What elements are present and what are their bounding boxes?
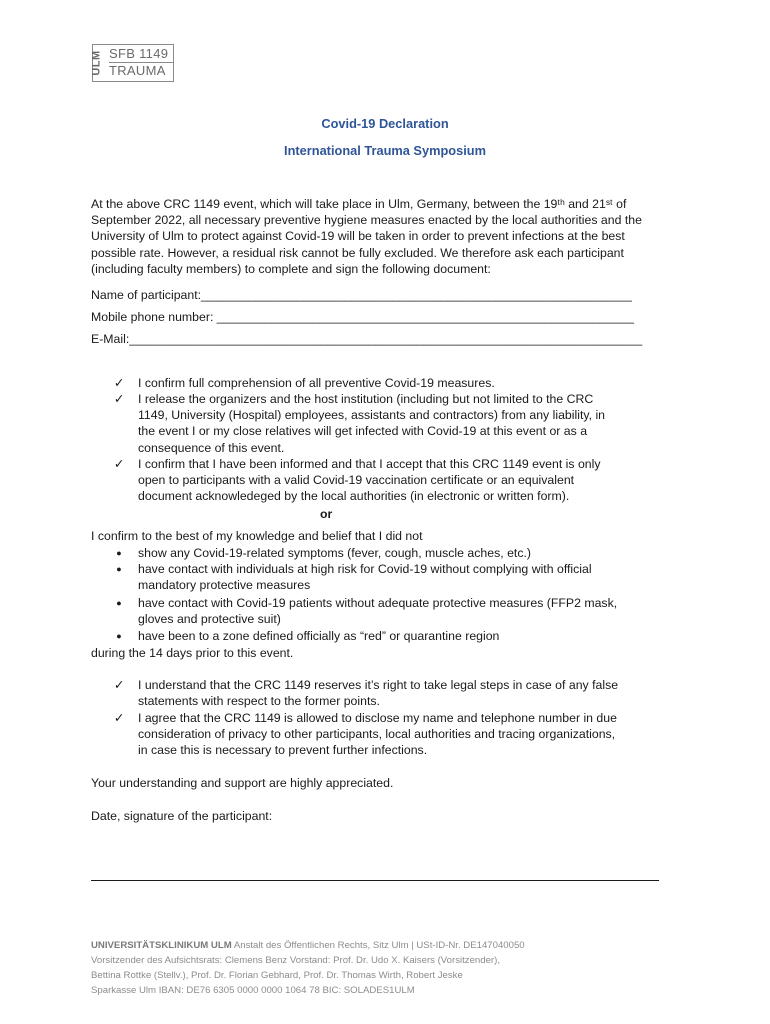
bullet-item: ● have contact with Covid-19 patients without adequate protective measures (FFP2 mask, gloves and protective suit): [138, 595, 658, 627]
check-item: ✓ I confirm full comprehension of all preventive Covid-19 measures.: [113, 376, 495, 390]
logo-line-sfb: SFB 1149: [109, 46, 169, 61]
document-title: Covid-19 Declaration: [321, 116, 449, 131]
footer-line-4: Sparkasse Ulm IBAN: DE76 6305 0000 0000 1064 78 BIC: SOLADES1ULM: [91, 985, 415, 996]
email-field[interactable]: E-Mail:___________________________________________________________________________: [91, 332, 643, 346]
checkmark-icon: ✓: [113, 678, 125, 692]
bullet-icon: ●: [116, 548, 122, 558]
bullet-icon: ●: [116, 631, 122, 641]
checkmark-icon: ✓: [113, 457, 125, 471]
bullet-item: ● have been to a zone defined officially as “red” or quarantine region: [138, 628, 658, 644]
footer-line-1: UNIVERSITÄTSKLINIKUM ULM Anstalt des Öffentlichen Rechts, Sitz Ulm | USt-ID-Nr. DE147040050: [91, 940, 525, 951]
intro-line: possible rate. However, a residual risk cannot be fully excluded. We therefore ask each participant: [91, 245, 624, 260]
check-item: ✓ I confirm that I have been informed and that I accept that this CRC 1149 event is only open to participants with a valid Covid-19 vaccination certificate or an equivalent document acknowledeged by the local authorities (in electronic or written form).: [113, 457, 601, 504]
bullet-item: ● have contact with individuals at high risk for Covid-19 without complying with official mandatory protective measures: [138, 561, 658, 593]
footer-line-3: Bettina Rottke (Stellv.), Prof. Dr. Florian Gebhard, Prof. Dr. Thomas Wirth, Robert Jeske: [91, 970, 463, 981]
logo-ulm-vertical: ULM: [90, 50, 103, 76]
participant-name-field[interactable]: Name of participant:_______________________________________________________________: [91, 288, 632, 302]
sfb-trauma-logo: [92, 44, 174, 82]
checkmark-icon: ✓: [113, 711, 125, 725]
confirm-intro: I confirm to the best of my knowledge and belief that I did not: [91, 529, 423, 543]
during-statement: during the 14 days prior to this event.: [91, 646, 294, 660]
appreciation-text: Your understanding and support are highly appreciated.: [91, 776, 394, 790]
intro-line: At the above CRC 1149 event, which will take place in Ulm, Germany, between the 19ᵗʰ and 21ˢᵗ of: [91, 197, 627, 211]
bullet-item: ● show any Covid-19-related symptoms (fever, cough, muscle aches, etc.): [138, 545, 658, 561]
bullet-icon: ●: [116, 564, 122, 574]
or-separator: or: [320, 507, 333, 521]
check-item: ✓ I release the organizers and the host institution (including but not limited to the CRC 1149, University (Hospital) employees, assistants and contractors) from any liability, in the event I or my close relatives will get infected with Covid-19 at this event or as a consequence of this event.: [113, 392, 606, 455]
intro-line: University of Ulm to protect against Covid-19 will be taken in order to prevent infections at the best: [91, 229, 625, 244]
mobile-phone-field[interactable]: Mobile phone number: _____________________________________________________________: [91, 310, 634, 324]
document-subtitle: International Trauma Symposium: [284, 143, 486, 158]
check-item: ✓ I agree that the CRC 1149 is allowed to disclose my name and telephone number in due consideration of privacy to other participants, local authorities and tracing organizations, in case this is necessary to prevent further infections.: [113, 711, 617, 758]
checkmark-icon: ✓: [113, 392, 125, 406]
signature-line[interactable]: [91, 880, 659, 881]
signature-label: Date, signature of the participant:: [91, 809, 273, 823]
intro-paragraph: [91, 196, 681, 277]
footer-line-2: Vorsitzender des Aufsichtsrats: Clemens Benz Vorstand: Prof. Dr. Udo X. Kaisers (Vorsitzender),: [91, 955, 500, 966]
logo-line-trauma: TRAUMA: [109, 63, 166, 78]
intro-line: (including faculty members) to complete and sign the following document:: [91, 261, 491, 276]
checkmark-icon: ✓: [113, 376, 125, 390]
bullet-icon: ●: [116, 598, 122, 608]
check-item: ✓ I understand that the CRC 1149 reserves it’s right to take legal steps in case of any false statements with respect to the former points.: [113, 678, 619, 709]
intro-line: September 2022, all necessary preventive hygiene measures enacted by the local authorities and the: [91, 213, 642, 228]
footer-org-name: UNIVERSITÄTSKLINIKUM ULM: [91, 940, 232, 951]
